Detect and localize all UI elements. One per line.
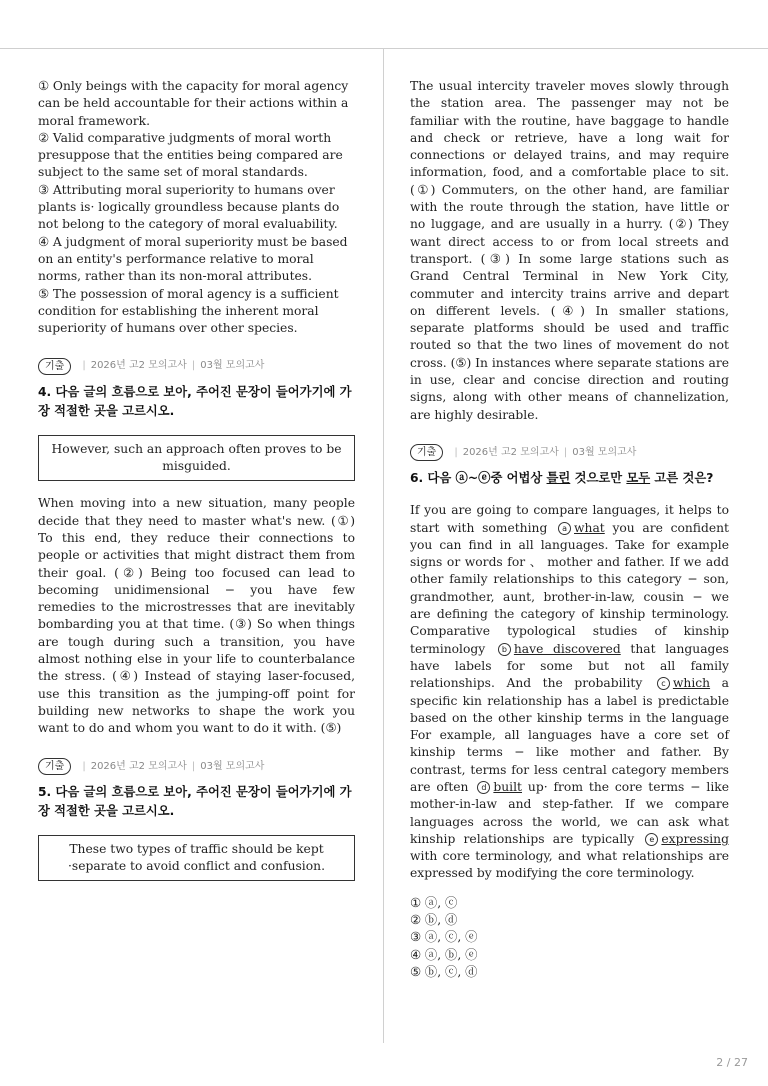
marker-b-icon: b [498, 643, 511, 656]
q6-source-month: 03월 모의고사 [572, 446, 637, 458]
q6-choices [410, 895, 729, 981]
q5-passage: The usual intercity traveler moves slowly through the station area. The passenger may not be familiar with the routine, have baggage to handle and check or retrieve, have a long wait for connections or delayed trains, and may require information, food, and a comfortable place to sit. (①) Commuters, on the other hand, are familiar with the route through the station, have little or no luggage, and are usually in a hurry. (②) They want direct access to or from local streets and transport. (③) In some large stations such as Grand Central Terminal in New York City, commuter and intercity trains arrive and depart on different levels. (④) In smaller stations, separate platforms should be used and traffic routed so that the two lines of movement do not cross. (⑤) In instances where separate stations are in use, clear and concise direction and routing signs, along with other means of channelization, are highly desirable. [410, 79, 729, 422]
q6-choice-2[interactable]: ② ⓑ, ⓓ [410, 913, 458, 928]
q5-source-month: 03월 모의고사 [200, 760, 265, 772]
marker-a-icon: a [558, 522, 571, 535]
underlined-e: expressing [661, 831, 729, 846]
q5-given-sentence: These two types of traffic should be kept ·separate to avoid conflict and confusion. [38, 835, 355, 882]
marker-d-icon: d [477, 781, 490, 794]
q6-source-row: 기출 | 2026년 고2 모의고사 | 03월 모의고사 [410, 444, 729, 461]
q4-given-sentence: However, such an approach often proves to be misguided. [38, 435, 355, 482]
q5-source-exam: 2026년 고2 모의고사 [90, 760, 187, 772]
underlined-d: built [493, 779, 522, 794]
option-4: ④ A judgment of moral superiority must be based on an entity's performance relative to moral norms, rather than its non-moral attributes. [38, 234, 348, 284]
option-1: ① Only beings with the capacity for moral agency can be held accountable for their actions within a moral framework. [38, 79, 349, 128]
option-2: ② Valid comparative judgments of moral worth presuppose that the entities being compared are subject to the same set of moral standards. [38, 130, 343, 180]
q6-choice-4[interactable]: ④ ⓐ, ⓑ, ⓔ [410, 947, 478, 962]
q6-choice-5[interactable]: ⑤ ⓑ, ⓒ, ⓓ [410, 964, 478, 979]
q5-badge: 기출 [38, 758, 71, 775]
q4-badge: 기출 [38, 358, 71, 375]
q6-choice-1[interactable]: ① ⓐ, ⓒ [410, 895, 458, 910]
marker-e-icon: e [645, 833, 658, 846]
header-rule [0, 48, 768, 49]
q6-choice-3[interactable]: ③ ⓐ, ⓒ, ⓔ [410, 930, 478, 945]
q6-passage: If you are going to compare languages, it helps to start with something a what you are confident you can find in all languages. Take for example signs or words for 、 mother and father. If we add other family relationships to this category − son, grandmother, aunt, brother-in-law, cousin − we are defining the category of kinship terminology. Comparative typological studies of kinship terminology b have discovered that languages have labels for some but not all family relationships. And the probability c which a specific kin relationship has a label is predictable based on the other kinship terms in the language For example, all languages have a core set of kinship terms − like mother and father. By contrast, terms for less central category members are often d built up· from the core terms − like mother-in-law and step-father. If we compare languages across the world, we can ask what kinship relationships are typically e expressing with core terminology, and what relationships are expressed by modifying the core terminology. [410, 503, 729, 881]
option-3: ③ Attributing moral superiority to humans over plants is· logically groundless because plants do not belong to the category of moral evaluability. [38, 182, 340, 232]
option-5: ⑤ The possession of moral agency is a sufficient condition for establishing the inherent moral superiority of humans over other species. [38, 286, 339, 336]
q6-badge: 기출 [410, 444, 443, 461]
q5-source-row: 기출 | 2026년 고2 모의고사 | 03월 모의고사 [38, 758, 355, 775]
underlined-c: which [672, 676, 711, 691]
underlined-b: have discovered [513, 641, 621, 656]
q4-passage: When moving into a new situation, many people decide that they need to master what's new. (①) To this end, they reduce their connections to people or activities that might distract them from their goal. (②) Being too focused can lead to becoming unidimensional − you have few remedies to the microstresses that are inevitably bombarding you at that time. (③) So when things are tough during such a transition, you have almost nothing else in your life to counterbalance the stress. (④) Instead of staying laser-focused, use this transition as the jumping-off point for building new networks to shape the work you want to do and whom you want to do it with. (⑤) [38, 496, 355, 736]
column-divider [383, 48, 384, 1043]
q4-source-row: 기출 | 2026년 고2 모의고사 | 03월 모의고사 [38, 357, 355, 374]
q4-source-exam: 2026년 고2 모의고사 [90, 360, 187, 372]
marker-c-icon: c [657, 677, 670, 690]
q5-title: 5. 다음 글의 흐름으로 보아, 주어진 문장이 들어가기에 가장 적절한 곳을 고르시오. [38, 784, 352, 818]
underlined-a: what [574, 520, 605, 535]
q6-title: 6. 다음 ⓐ~ⓔ중 어법상 틀린 것으로만 모두 고른 것은? [410, 471, 714, 486]
right-column [410, 78, 729, 981]
q4-title: 4. 다음 글의 흐름으로 보아, 주어진 문장이 들어가기에 가장 적절한 곳을 고르시오. [38, 384, 352, 418]
page-number: 2 / 27 [716, 1056, 748, 1069]
q6-source-exam: 2026년 고2 모의고사 [462, 446, 559, 458]
q4-source-month: 03월 모의고사 [200, 360, 265, 372]
left-column [38, 78, 355, 895]
